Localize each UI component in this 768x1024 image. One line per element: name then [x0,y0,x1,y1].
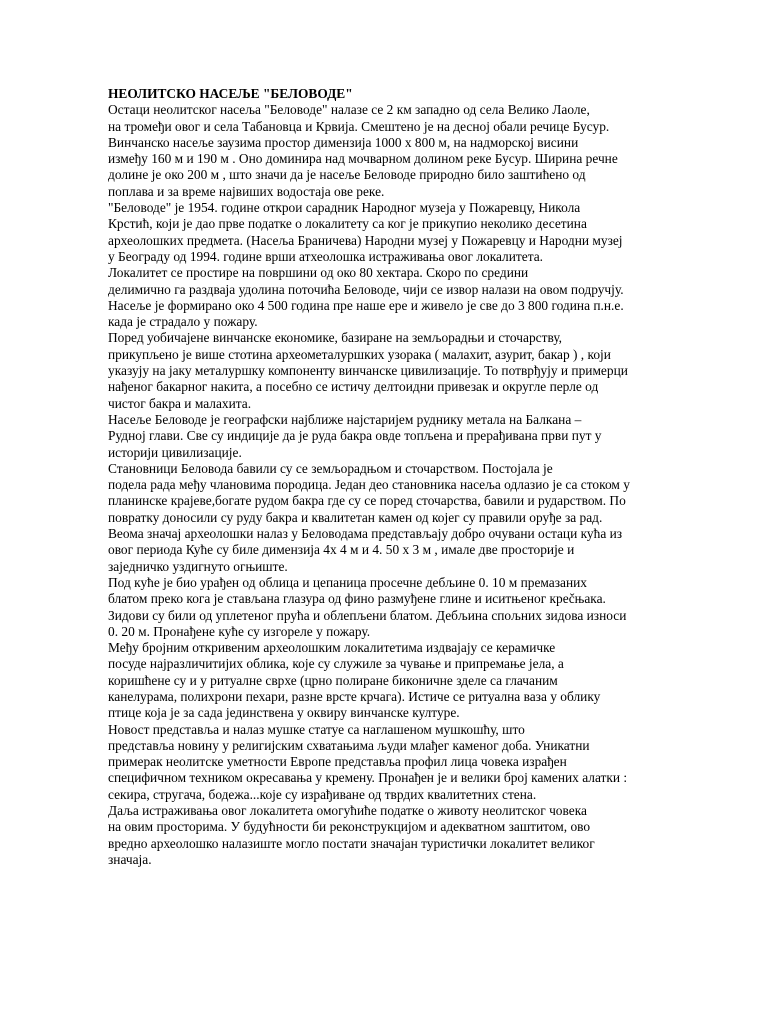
text-line: археолошких предмета. (Насеља Браничева) Народни музеј у Пожаревцу и Народни музеј [108,232,623,248]
text-line: на тромеђи овог и села Табановца и Крвија. Смештено је на десној обали речице Бусур. [108,118,610,134]
text-line: птице која је за сада јединствена у оквиру винчанске културе. [108,705,460,721]
text-line: блатом преко кога је стављана глазура од фино размуђене глине и иситњеног крečњака. [108,591,606,607]
text-line: Новост представља и налаз мушке статуе са наглашеном мушкошћу, што [108,721,525,737]
text-line: на овим просторима. У будућности би реконструкцијом и адекватном заштитом, ово [108,819,591,835]
text-line: вредно археолошко налазиште могло постати значајан туристички локалитет великог [108,835,595,851]
text-line: Насеље Беловоде је географски најближе најстаријем руднику метала на Балкана – [108,411,582,427]
text-line: посуде најразличитијих облика, које су служиле за чување и припремање јела, а [108,656,564,672]
text-line: 0. 20 м. Пронађене куће су изгореле у пожару. [108,623,371,639]
text-line: канелурама, полихрони пехари, разне врсте крчага). Истиче се ритуална ваза у облику [108,688,601,704]
document-text [108,102,708,868]
text-line: подела рада међу члановима породица. Један део становника насеља одлазио је са стоком у [108,477,630,493]
text-line: прикупљено је више стотина археометалуршких узорака ( малахит, азурит, бакар ) , који [108,346,611,362]
text-line: повратку доносили су руду бакра и квалитетан камен од којег су правили оруђе за рад. [108,509,603,525]
text-line: Под куће је био урађен од облица и цепаница просечне дебљине 0. 10 м премазаних [108,574,587,590]
text-line: значаја. [108,851,152,867]
text-line: Насеље је формирано око 4 500 година пре наше ере и живело је све до 3 800 година п.н.е. [108,297,624,313]
text-line: планинске крајеве,богате рудом бакра где су се поред сточарства, бавили и рударством. По [108,493,626,509]
text-line: долине је око 200 м , што значи да је насеље Беловоде природно било заштићено од [108,167,586,183]
text-line: заједничко уздигнуто огњиште. [108,558,288,574]
text-line: нађеног бакарног накита, а посебно се истичу делтоидни привезак и округле перле од [108,379,599,395]
text-line: представља новину у религијским схватањима људи млађег каменог доба. Уникатни [108,737,590,753]
text-line: поплава и за време највиших водостаја ове реке. [108,183,385,199]
text-line: овог периода Куће су биле димензија 4х 4 м и 4. 50 х 3 м , имале две просторије и [108,542,575,558]
text-line: коришћене су и у ритуалне сврхе (црно полиране биконичне зделе са глачаним [108,672,558,688]
text-line: Становници Беловода бавили су се земљорадњом и сточарством. Постојала је [108,460,553,476]
text-line: чистог бакра и малахита. [108,395,252,411]
text-line: специфичном техником окресавања у кремену. Пронађен је и велики број камених алатки : [108,770,628,786]
text-line: у Београду од 1994. године врши атхеолошка истраживања овог локалитета. [108,248,544,264]
text-line: Веома значај археолошки налаз у Беловодама представљају добро очувани остаци кућа из [108,526,623,542]
text-line: Локалитет се простире на површини од око 80 хектара. Скоро по средини [108,265,529,281]
text-line: Поред уобичајене винчанске економике, базиране на земљорадњи и сточарству, [108,330,563,346]
document-body [108,86,708,868]
text-line: Зидови су били од уплетеног прућа и облепљени блатом. Дебљина спољних зидова износи [108,607,627,623]
text-line: између 160 м и 190 м . Оно доминира над мочварном долином реке Бусур. Ширина речне [108,151,618,167]
text-line: "Беловоде" је 1954. године открои сарадник Народног музеја у Пожаревцу, Никола [108,200,581,216]
text-line: историји цивилизације. [108,444,242,460]
text-line: делимично га раздваја удолина поточића Беловоде, чији се извор налази на овом подручју. [108,281,624,297]
text-line: Рудној глави. Све су индиције да је руда бакра овде топљена и прерађивана први пут у [108,428,602,444]
text-line: примерак неолитске уметности Европе представља профил лица човека израђен [108,754,567,770]
text-line: Остаци неолитског насеља "Беловоде" налазе се 2 км западно од села Велико Лаоле, [108,102,590,118]
text-line: Међу бројним откривеним археолошким локалитетима издвајају се керамичке [108,640,556,656]
text-line: Крстић, који је дао прве податке о локалитету са ког је прикупио неколико десетина [108,216,587,232]
document-title: НЕОЛИТСКО НАСЕЉЕ "БЕЛОВОДЕ" [108,86,353,101]
text-line: секира, стругача, бодежа...које су израђиване од тврдих квалитетних стена. [108,786,537,802]
text-line: Даља истраживања овог локалитета омогућиће податке о животу неолитског човека [108,803,587,819]
text-line: указују на јаку металуршку компоненту винчанске цивилизације. То потврђују и примерци [108,363,628,379]
text-line: када је страдало у пожару. [108,314,258,330]
text-line: Винчанско насеље заузима простор димензија 1000 х 800 м, на надморској висини [108,134,579,150]
